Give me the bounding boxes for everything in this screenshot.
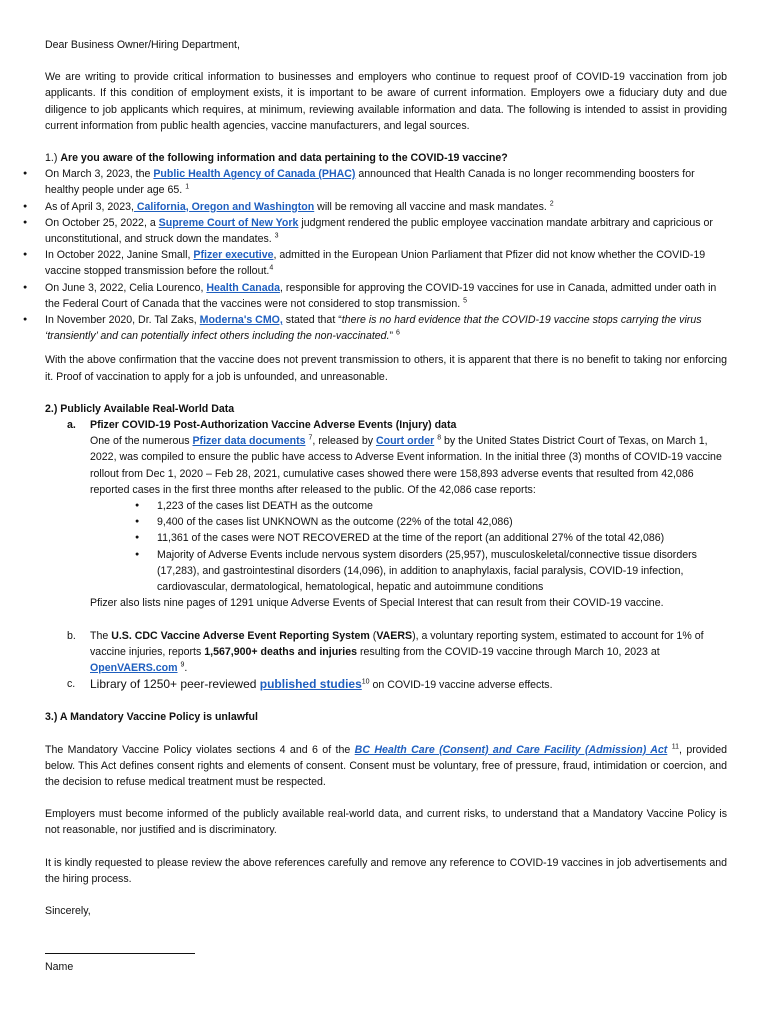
list-item: ● 9,400 of the cases list UNKNOWN as the outcome (22% of the total 42,086) xyxy=(157,514,727,530)
letter xyxy=(45,37,727,976)
section-2a-title: Pfizer COVID-19 Post-Authorization Vaccine Adverse Events (Injury) data xyxy=(90,419,457,432)
health-canada-link[interactable]: Health Canada xyxy=(206,281,280,294)
court-order-link[interactable]: Court order xyxy=(375,435,435,448)
pfizer-documents-link[interactable]: Pfizer data documents xyxy=(192,435,306,448)
section-1-conclusion: With the above confirmation that the vaccine does not prevent transmission to others, it is apparent that there is no benefit to taking nor enforcing it. Proof of vaccination to apply for a job is unfounded, and unreasonable. xyxy=(45,354,727,383)
list-item: ● In November 2020, Dr. Tal Zaks, Moderna's CMO, stated that “there is no hard evidence that the COVID-19 vaccine stops carrying the virus ‘transiently’ and can potentially infect others including the non-vaccinated.” $^6$ xyxy=(45,312,727,344)
signature-line xyxy=(45,941,195,954)
bc-health-care-act-link[interactable]: BC Health Care (Consent) and Care Facility (Admission) Act xyxy=(354,743,668,756)
section-1-list xyxy=(45,166,727,344)
list-item: ● Majority of Adverse Events include nervous system disorders (25,957), musculoskeletal/connective tissue disorders (17,283), and gastrointestinal disorders (14,096), in addition to anaphylaxis, facial paralysis, COVID-19 infection, cardiovascular, dermatological, hematological, hepatic and autoimmune conditions xyxy=(157,547,727,596)
section-3-paragraph-2: Employers must become informed of the publicly available real-world data, and current risks, to understand that a Mandatory Vaccine Policy is not reasonable, nor justified and is discriminatory. xyxy=(45,808,727,837)
section-2a: a. Pfizer COVID-19 Post-Authorization Vaccine Adverse Events (Injury) data One of the numerous Pfizer data documents $^7$, released by Court order $^8$ by the United States District Court of Texas, on March 1, 2022, was compiled to ensure the public have access to Adverse Event information. In the initial three (3) months of COVID-19 vaccine rollout from Dec 1, 2020 – Feb 28, 2021, cumulative cases showed there were 158,893 adverse events that resulted from 42,086 reported cases in the first three months after released to the public. Of the 42,086 case reports: ● 1,223 of the cases list DEATH as the outcome ● 9,400 of the cases list UNKNOWN as the outcome (22% of the total 42,086) ● 11,361 of the cases were NOT RECOVERED at the time of the report (an additional 27% of the total 42,086) ● Majority of Adverse Events include nervous system disorders (25,957), musculoskeletal/connective tissue disorders (17,283), and gastrointestinal disorders (14,096), in addition to anaphylaxis, facial paralysis, COVID-19 infection, cardiovascular, dermatological, hematological, hepatic and autoimmune conditions Pfizer also lists nine pages of 1291 unique Adverse Events of Special Interest that can result from their COVID-19 vaccine. xyxy=(45,417,727,611)
list-item: ● On June 3, 2022, Celia Lourenco, Health Canada, responsible for approving the COVID-19 vaccines for use in Canada, admitted under oath in the Federal Court of Canada that the vaccines were not considered to stop transmission. $^5$ xyxy=(45,280,727,312)
section-3-paragraph-1: The Mandatory Vaccine Policy violates sections 4 and 6 of the BC Health Care (Consent) and Care Facility (Admission) Act $^{11}$, provided below. This Act defines consent rights and elements of consent. Consent must be voluntary, free of pressure, fraud, intimidation or coercion, and the decision to refuse medical treatment must be respected. xyxy=(45,742,727,788)
list-item: ● On October 25, 2022, a Supreme Court of New York judgment rendered the public employee vaccination mandate arbitrary and capricious or unconstitutional, and struck down the mandates. $^3$ xyxy=(45,215,727,247)
section-3-paragraph-3: It is kindly requested to please review the above references carefully and remove any reference to COVID-19 vaccines in job advertisements and the hiring process. xyxy=(45,856,727,885)
published-studies-link[interactable]: published studies xyxy=(259,677,362,692)
list-item: ● 1,223 of the cases list DEATH as the outcome xyxy=(157,498,727,514)
openvaers-link[interactable]: OpenVAERS.com xyxy=(90,661,178,674)
section-2a-footer: Pfizer also lists nine pages of 1291 unique Adverse Events of Special Interest that can result from their COVID-19 vaccine. xyxy=(90,597,664,610)
list-item: ● On March 3, 2023, the Public Health Agency of Canada (PHAC) announced that Health Canada is no longer recommending boosters for healthy people under age 65. $^1$ xyxy=(45,166,727,198)
closing: Sincerely, xyxy=(45,904,91,917)
intro-paragraph: We are writing to provide critical information to businesses and employers who continue to request proof of COVID-19 vaccination from job applicants. If this condition of employment exists, it is important to be aware of current information. Employers owe a fiduciary duty and due diligence to job applicants which requires, at minimum, reviewing available information and data. The following is intended to assist in providing current information from public health agencies, vaccine manufacturers, and legal sources. xyxy=(45,71,727,132)
moderna-cmo-link[interactable]: Moderna's CMO, xyxy=(199,314,283,327)
section-2a-list xyxy=(90,498,727,595)
list-item: ● 11,361 of the cases were NOT RECOVERED at the time of the report (an additional 27% of the total 42,086) xyxy=(157,530,727,546)
salutation: Dear Business Owner/Hiring Department, xyxy=(45,39,240,51)
section-2c: c. Library of 1250+ peer-reviewed published studies$^{10}$ on COVID-19 vaccine adverse effects. xyxy=(67,677,553,692)
section-2a-paragraph: One of the numerous Pfizer data documents $^7$, released by Court order $^8$ by the United States District Court of Texas, on March 1, 2022, was compiled to ensure the public have access to Adverse Event information. In the initial three (3) months of COVID-19 vaccine rollout from Dec 1, 2020 – Feb 28, 2021, cumulative cases showed there were 158,893 adverse events that resulted from 42,086 reported cases in the first three months after released to the public. Of the 42,086 case reports: xyxy=(90,434,722,496)
signature-label: Name xyxy=(45,961,74,974)
section-1-heading: 1.) Are you aware of the following information and data pertaining to the COVID-19 vaccine? xyxy=(45,152,508,165)
section-2b: b. The U.S. CDC Vaccine Adverse Event Reporting System (VAERS), a voluntary reporting system, estimated to account for 1% of vaccine injuries, reports 1,567,900+ deaths and injuries resulting from the COVID-19 vaccine through March 10, 2023 at OpenVAERS.com $^9$. xyxy=(67,629,704,674)
section-3-heading: 3.) A Mandatory Vaccine Policy is unlawful xyxy=(45,711,258,724)
supreme-court-link[interactable]: Supreme Court of New York xyxy=(158,216,299,229)
section-2-heading: 2.) Publicly Available Real-World Data xyxy=(45,402,235,415)
phac-link[interactable]: Public Health Agency of Canada (PHAC) xyxy=(153,168,356,181)
list-item: ● In October 2022, Janine Small, Pfizer executive, admitted in the European Union Parliament that Pfizer did not know whether the COVID-19 vaccine stopped transmission before the rollout.$^4$ xyxy=(45,247,727,279)
pfizer-executive-link[interactable]: Pfizer executive xyxy=(193,249,274,262)
states-link[interactable]: California, Oregon and Washington xyxy=(133,200,315,213)
list-item: ● As of April 3, 2023, California, Oregon and Washington will be removing all vaccine and mask mandates. $^2$ xyxy=(45,199,727,215)
